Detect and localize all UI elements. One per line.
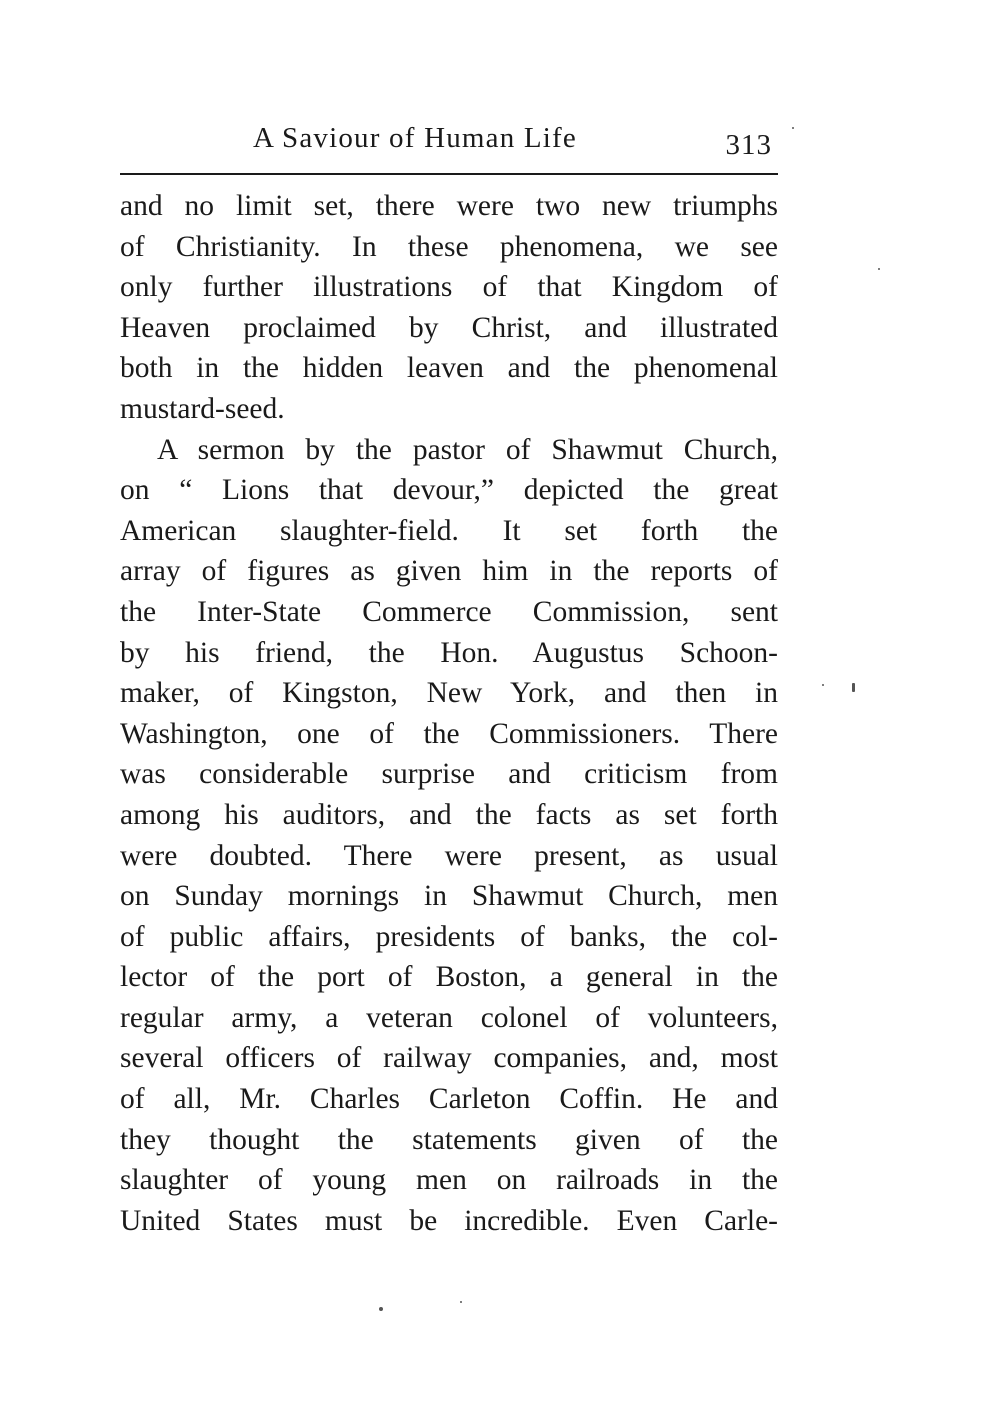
header-rule	[120, 173, 778, 175]
body-text	[120, 186, 778, 1241]
text-line: mustard-seed.	[120, 392, 285, 425]
ink-speck	[878, 268, 880, 270]
text-line: of public affairs, presidents of banks, the col-	[120, 920, 778, 953]
text-line: A sermon by the pastor of Shawmut Church,	[157, 433, 778, 466]
text-line: Heaven proclaimed by Christ, and illustrated	[120, 311, 778, 344]
text-line: of Christianity. In these phenomena, we see	[120, 230, 778, 263]
text-line: among his auditors, and the facts as set forth	[120, 798, 778, 831]
text-line: of all, Mr. Charles Carleton Coffin. He and	[120, 1083, 778, 1116]
text-line: array of figures as given him in the reports of	[120, 555, 778, 588]
text-line: the Inter-State Commerce Commission, sent	[120, 595, 778, 628]
text-line: American slaughter-field. It set forth the	[120, 514, 778, 547]
text-line: United States must be incredible. Even Carle-	[120, 1204, 778, 1237]
text-line: on Sunday mornings in Shawmut Church, men	[120, 880, 778, 913]
paragraph-1	[120, 186, 778, 430]
page-number: 313	[725, 129, 772, 161]
text-line: regular army, a veteran colonel of volunteers,	[120, 1001, 778, 1034]
text-line: they thought the statements given of the	[120, 1123, 778, 1156]
text-line: lector of the port of Boston, a general in the	[120, 961, 778, 994]
text-line: and no limit set, there were two new triumphs	[120, 190, 778, 222]
text-line: slaughter of young men on railroads in the	[120, 1164, 778, 1197]
ink-speck	[822, 684, 824, 686]
text-line: on “ Lions that devour,” depicted the great	[120, 474, 778, 507]
paragraph-2	[120, 430, 778, 1242]
text-line: both in the hidden leaven and the phenomenal	[120, 352, 778, 385]
ink-speck	[460, 1301, 462, 1303]
text-line: was considerable surprise and criticism from	[120, 758, 778, 791]
text-line: maker, of Kingston, New York, and then in	[120, 677, 778, 710]
text-line: were doubted. There were present, as usual	[120, 839, 778, 872]
text-line: by his friend, the Hon. Augustus Schoon-	[120, 636, 778, 669]
ink-speck	[792, 127, 794, 129]
ink-speck	[379, 1307, 383, 1311]
running-head	[120, 118, 778, 161]
text-line: Washington, one of the Commissioners. There	[120, 717, 778, 750]
ink-speck	[852, 683, 855, 692]
text-line: only further illustrations of that Kingdom of	[120, 271, 778, 304]
text-line: several officers of railway companies, and, most	[120, 1042, 778, 1075]
running-title: A Saviour of Human Life	[253, 122, 577, 154]
